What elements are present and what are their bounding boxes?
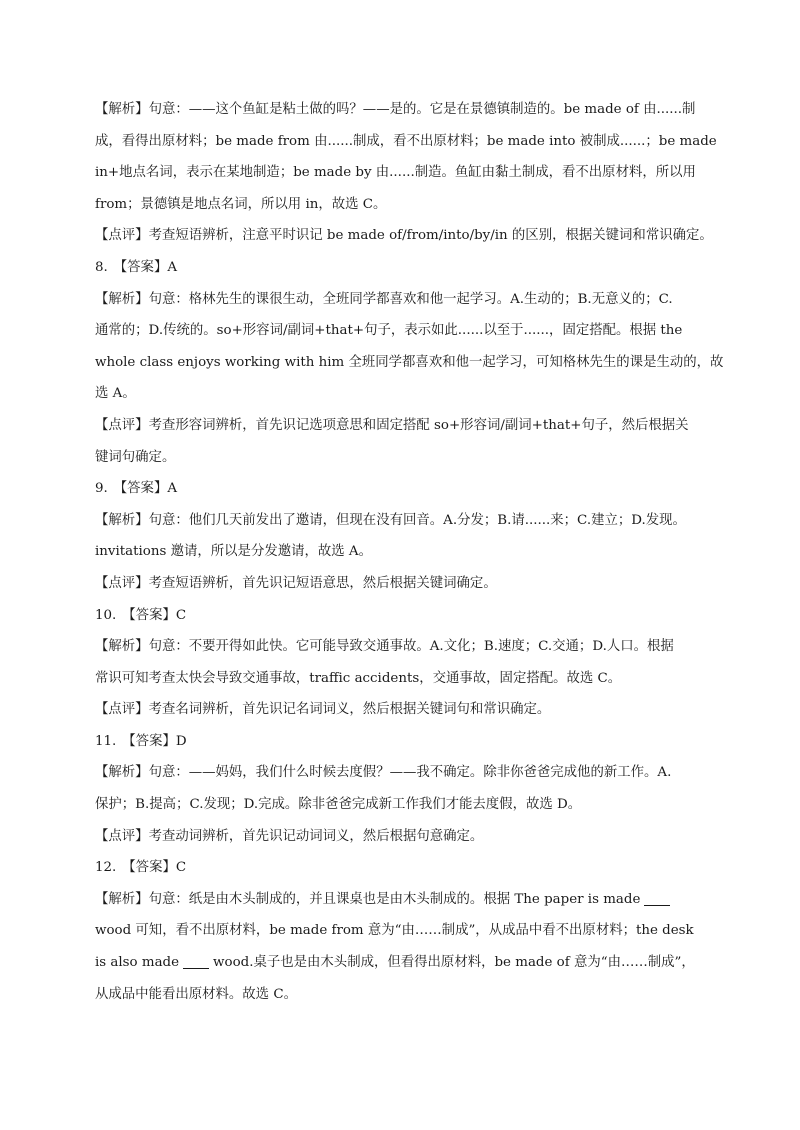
q7-analysis-line-2: 成，看得出原材料；be made from 由......制成，看不出原材料；be made into 被制成......；be made	[95, 133, 717, 149]
question-number: 9.	[95, 481, 108, 497]
q11-comment: 【点评】考查动词辨析，首先识记动词词义，然后根据句意确定。	[95, 828, 484, 844]
answer-tag: 【答案】	[122, 860, 176, 876]
q7-analysis-line-4: from；景德镇是地点名词，所以用 in，故选 C。	[95, 196, 387, 212]
q12-analysis-line-3: is also made wood.桌子也是由木头制成，但看得出原材料，be made of 意为“由……制成”，	[95, 955, 695, 971]
document-page	[95, 94, 724, 1010]
comment-tag: 【点评】	[95, 417, 149, 433]
q12-analysis-line-4: 从成品中能看出原材料。故选 C。	[95, 986, 297, 1002]
q9-answer-line	[95, 473, 715, 505]
q10-analysis-line-1: 【解析】句意：不要开得如此快。它可能导致交通事故。A.文化；B.速度；C.交通；D.人口。根据	[95, 639, 674, 655]
fill-in-blank	[644, 891, 670, 906]
q7-analysis-line-1: 【解析】句意：——这个鱼缸是粘土做的吗？——是的。它是在景德镇制造的。be made of 由......制	[95, 102, 696, 117]
analysis-tag: 【解析】	[95, 639, 149, 655]
question-number: 12.	[95, 860, 117, 876]
q9-analysis-line-2: invitations 邀请，所以是分发邀请，故选 A。	[95, 544, 372, 560]
comment-tag: 【点评】	[95, 228, 149, 244]
q8-analysis-line-1: 【解析】句意：格林先生的课很生动，全班同学都喜欢和他一起学习。A.生动的；B.无意义的；C.	[95, 291, 673, 307]
answer-value: C	[175, 860, 187, 876]
q10-answer-line	[95, 600, 715, 632]
answer-tag: 【答案】	[113, 259, 168, 275]
analysis-tag: 【解析】	[95, 291, 149, 307]
answer-value: A	[167, 481, 178, 497]
q12-analysis-line-1: 【解析】句意：纸是由木头制成的，并且课桌也是由木头制成的。根据 The paper is made	[95, 884, 715, 916]
q8-comment-line-2: 键词句确定。	[95, 449, 176, 465]
answer-tag: 【答案】	[122, 733, 176, 749]
answer-value: C	[175, 607, 187, 623]
q10-analysis-line-2: 常识可知考查太快会导致交通事故，traffic accidents，交通事故，固定搭配。故选 C。	[95, 670, 622, 686]
analysis-tag: 【解析】	[95, 102, 149, 117]
answer-value: A	[167, 259, 178, 275]
comment-tag: 【点评】	[95, 702, 149, 718]
q8-analysis-line-4: 选 A。	[95, 386, 136, 402]
question-number: 10.	[95, 607, 117, 623]
q7-comment: 【点评】考查短语辨析，注意平时识记 be made of/from/into/by/in 的区别，根据关键词和常识确定。	[95, 228, 713, 244]
q12-answer-line	[95, 852, 715, 884]
answer-tag: 【答案】	[113, 481, 168, 497]
analysis-tag: 【解析】	[95, 512, 149, 528]
q9-comment: 【点评】考查短语辨析，首先识记短语意思，然后根据关键词确定。	[95, 575, 497, 591]
q8-comment-line-1: 【点评】考查形容词辨析，首先识记选项意思和固定搭配 so+形容词/副词+that+句子，然后根据关	[95, 417, 689, 433]
question-number: 11.	[95, 733, 117, 749]
q8-answer-line	[95, 252, 715, 284]
q8-analysis-line-3: whole class enjoys working with him 全班同学都喜欢和他一起学习，可知格林先生的课是生动的，故	[95, 354, 724, 370]
answer-value: D	[175, 733, 187, 749]
comment-tag: 【点评】	[95, 575, 149, 591]
analysis-tag: 【解析】	[95, 765, 149, 781]
q11-answer-line	[95, 726, 715, 758]
answer-tag: 【答案】	[122, 607, 176, 623]
q7-analysis-line-3: in+地点名词，表示在某地制造；be made by 由......制造。鱼缸由黏土制成，看不出原材料，所以用	[95, 165, 696, 181]
comment-tag: 【点评】	[95, 828, 149, 844]
q11-analysis-line-2: 保护；B.提高；C.发现；D.完成。除非爸爸完成新工作我们才能去度假，故选 D。	[95, 797, 582, 813]
q8-analysis-line-2: 通常的；D.传统的。so+形容词/副词+that+句子，表示如此......以至于......，固定搭配。根据 the	[95, 323, 683, 339]
question-number: 8.	[95, 259, 108, 275]
fill-in-blank	[183, 954, 209, 969]
q12-analysis-line-2: wood 可知，看不出原材料，be made from 意为“由……制成”，从成品中看不出原材料；the desk	[95, 923, 694, 939]
q10-comment: 【点评】考查名词辨析，首先识记名词词义，然后根据关键词句和常识确定。	[95, 702, 551, 718]
q11-analysis-line-1: 【解析】句意：——妈妈，我们什么时候去度假？——我不确定。除非你爸爸完成他的新工作。A.	[95, 765, 672, 781]
q9-analysis-line-1: 【解析】句意：他们几天前发出了邀请，但现在没有回音。A.分发；B.请......来；C.建立；D.发现。	[95, 512, 686, 528]
analysis-tag: 【解析】	[95, 891, 149, 907]
